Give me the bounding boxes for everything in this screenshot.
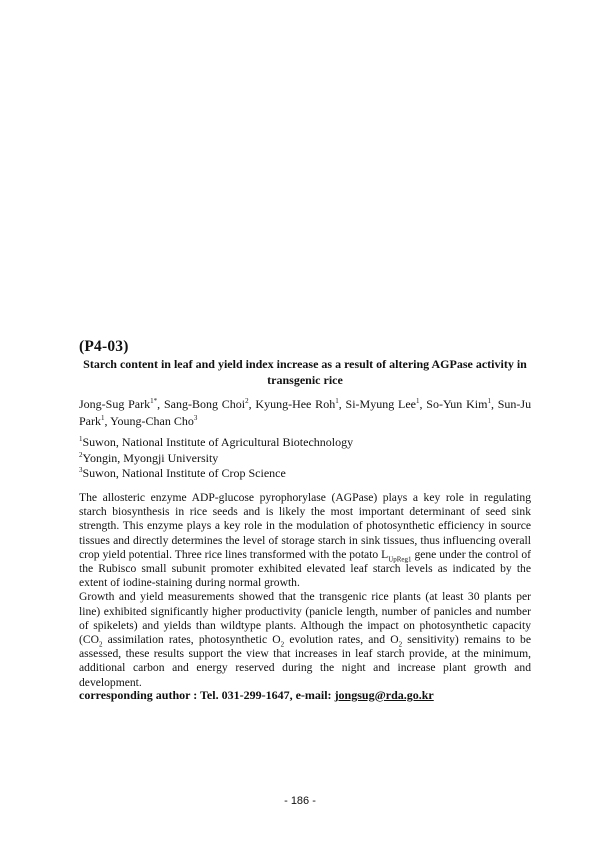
author-name: Sun-Ju Park: [79, 397, 532, 428]
affiliation-text: Yongin, Myongji University: [82, 450, 219, 465]
gene-subscript: UpReg1: [388, 555, 412, 564]
abstract-text: The allosteric enzyme ADP-glucose pyrophorylase (AGPase) plays a key role in regulating starch biosynthesis in rice seeds and is likely the most important determinant of seed sink strength. This enzyme plays a key role in the modulation of photosynthetic efficiency in source tissues and directly determines the level of storage starch in sink tissues, thus influencing overall crop yield potential. Three rice lines transformed with the potato L: [79, 491, 531, 561]
abstract-text: Growth and yield measurements showed that the transgenic rice plants (at least 30 plants per line) exhibited significantly higher productivity (panicle length, number of panicles and number of spikelets) and yields than wildtype plants. Although the impact on photosynthetic capacity (CO: [79, 590, 531, 647]
abstract-paragraph: [79, 491, 531, 590]
author-affil-mark: 2: [245, 397, 249, 405]
author-affil-mark: 1*: [150, 397, 158, 405]
affiliation: [79, 466, 531, 482]
affiliation-mark: 1: [79, 435, 83, 443]
affiliation: [79, 435, 531, 451]
abstract-paragraph: [79, 590, 531, 689]
author-affil-mark: 1: [487, 397, 491, 405]
abstract-text: gene under the control of the Rubisco small subunit promoter exhibited elevated leaf starch levels as indicated by the extent of iodine-staining during normal growth.: [79, 547, 531, 590]
chem-subscript: 2: [280, 640, 285, 649]
affiliation-text: Suwon, National Institute of Crop Science: [82, 466, 286, 480]
author-affil-mark: 3: [193, 414, 198, 422]
email-link[interactable]: jongsug@rda.go.kr: [334, 688, 434, 702]
corresponding-label: corresponding author : Tel. 031-299-1647, e-mail:: [79, 688, 335, 702]
author-name: Young-Chan Cho: [110, 414, 194, 428]
author-name: Sang-Bong Choi: [163, 397, 246, 411]
affiliation-text: Suwon, National Institute of Agricultural Biotechnology: [82, 435, 354, 449]
affiliation: [79, 451, 531, 467]
affiliation-list: [79, 435, 531, 482]
page-number: - 186 -: [284, 795, 316, 807]
author-name: Kyung-Hee Roh: [255, 397, 336, 411]
chem-subscript: 2: [98, 640, 103, 649]
author-name: Jong-Sug Park: [79, 397, 151, 411]
author-name: Si-Myung Lee: [345, 397, 416, 411]
author-affil-mark: 1: [415, 397, 420, 405]
chem-subscript: 2: [398, 640, 403, 649]
author-affil-mark: 1: [335, 397, 339, 405]
abstract-text: evolution rates, and O: [284, 633, 399, 647]
affiliation-mark: 3: [79, 466, 83, 474]
corresponding-author: [79, 688, 531, 703]
author-name: So-Yun Kim: [426, 397, 488, 411]
author-list: Jong-Sug Park$^{1*}$, Sang-Bong Choi$^2$, Kyung-Hee Roh$^1$, Si-Myung Lee$^1$, So-Yun Kim$^1$, Sun-Ju Park$^1$, Young-Chan Cho$^3$: [79, 397, 532, 428]
abstract-text: sensitivity) remains to be assessed, these results support the view that increases in leaf starch provide, at the minimum, additional carbon and energy reserved during the night and increase plant growth and development.: [79, 633, 531, 689]
affiliation-mark: 2: [79, 450, 83, 459]
abstract-text: assimilation rates, photosynthetic O: [102, 633, 281, 647]
paper-title: Starch content in leaf and yield index increase as a result of altering AGPase activity in transgenic rice: [83, 357, 527, 387]
abstract-body: [79, 491, 531, 690]
author-affil-mark: 1: [101, 414, 105, 422]
abstract-code: (P4-03): [79, 338, 129, 355]
